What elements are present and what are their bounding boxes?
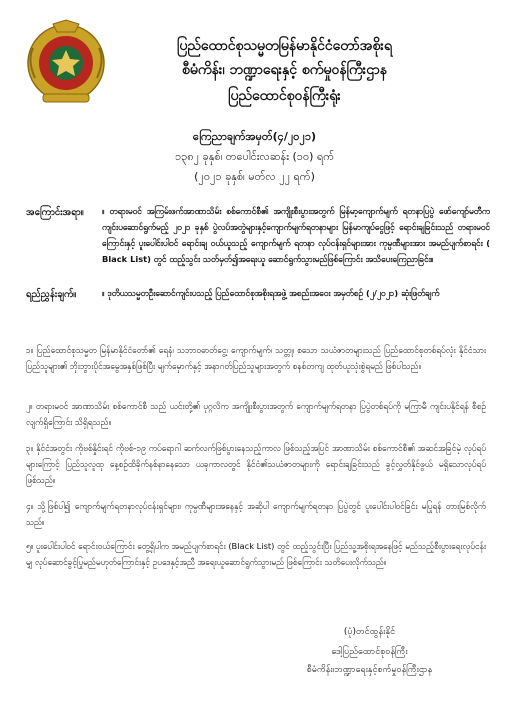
signature-ministry: စီမံကိန်း၊ဘဏ္ဍာရေးနှင့်စက်မှုဝန်ကြီးဌာန — [306, 665, 433, 675]
paragraph-2: ၂။ တရားမဝင် အာဏာသိမ်း စစ်ကောင်စီ သည် ယင်းတို့၏ ပုဂ္ဂလိက အကျိုးစီးပွားအတွက် ကျောက်မျက်ရတနာ ပြပွဲတစ်ရပ်ကို မကြာမီ ကျင်းပနိုင်ရန် စီစဉ်လျက်ရှိကြောင်း သိရှိရသည်။ — [26, 401, 486, 427]
subject-text: ။ တရားမဝင် အကြမ်းဖက်အာဏာသိမ်း စစ်ကောင်စီ၏ အကျိုးစီးပွားအတွက် မြန်မာ့ကျောက်မျက် ရတနာပြပွဲ ဖော်ကျော်မတီက ကျင်းပဆောင်ရွက်မည့် ၂၀၂၁ ခုနှစ် ပွဲလပ်အတွဲများနှင့်ကျောက်မျက်ရတနာများ မြန်မာကျပ်ငွေဖြင့် ရောင်းချခြင်းသည် တရားမဝင်ကြောင်းနှင့် ပူးပေါင်းပါဝင် ရောင်းချ ဝယ်ယူသည့် ကျောက်မျက် ရတနာ လုပ်ငန်းရှင်များအား ကုမ္ပဏီများအား အမည်ပျက်စာရင်း ( Black List) တွင် ထည့်သွင်း သတ်မှတ်၍အရေးယူ ဆောင်ရွက်သွားမည်ဖြစ်ကြောင်း အသိပေးကြေညာခြင်း။ — [102, 206, 490, 264]
signature-name: (ပုံ)တင်ထွန်းနိုင် — [343, 627, 396, 637]
notice-number: ကြေညာချက်အမှတ်(၄/၂၀၂၁) — [192, 130, 317, 143]
paragraph-4: ၄။ သို့ဖြစ်ပါ၍ ကျောက်မျက်ရတနာလုပ်ငန်းရှင်များ၊ ကုမ္ပဏီများအနေနှင့် အဆိုပါ ကျောက်မျက်ရတနာ ပြပွဲတွင် ပူးပေါင်းပါဝင်ခြင်း မပြုရန် တားမြစ်လိုက်သည်။ — [26, 501, 486, 527]
paragraph-1: ၁။ ပြည်ထောင်စုသမ္မတ မြန်မာနိုင်ငံတော်၏ ရေနံ၊ သဘာဝဓာတ်ငွေ့၊ ကျောက်မျက်၊ သတ္တု၊ စသော သယံဇာတများသည် ပြည်ထောင်စုတစ်ရပ်လုံး နိုင်ငံသားပြည်သူများ၏ ဘိုးဘွားပိုင်အမွေအနှစ်ဖြစ်ပြီး မျက်မှောက်နှင့် အနာဂတ်ပြည်သူများအတွက် စနစ်တကျ ထုတ်ယူသုံးစွဲရမည် ဖြစ်ပါသည်။ — [26, 345, 486, 371]
notice-date-myanmar: ၁၃၈၂ ခုနှစ်၊ တပေါင်းလဆန်း (၁၀) ရက် — [174, 150, 335, 163]
header-ministry: စီမံကိန်း၊ ဘဏ္ဍာရေးနှင့် စက်မှုဝန်ကြီးဌာန — [182, 62, 387, 78]
reference-text: ။ ဒုတိယသမ္မတဦးဆောင်ကျင်းပသည့် ပြည်ထောင်စုအစိုးရအဖွဲ့ အစည်းအဝေး အမှတ်စဉ် (၂/၂၀၂၁) ဆုံးဖြတ်ချက် — [102, 288, 440, 298]
paragraph-5: ၅။ ပူးပေါင်းပါဝင် ရောင်းဝယ်ကြောင်း တွေ့ရှိပါက အမည်ပျက်စာရင်း (Black List) တွင် ထည့်သွင်းပြီး ပြည်သူ့အစိုးရအနေဖြင့် မည်သည့်စီးပွားရေးလုပ်ငန်းမျှ လုပ်ဆောင်ခွင့်ပြုမည်မဟုတ်ကြောင်းနှင့် ဥပဒေနှင့်အညီ အရေးယူဆောင်ရွက်သွားမည် ဖြစ်ကြောင်း သတိပေးလိုက်သည်။ — [26, 541, 486, 567]
notice-date-gregorian: (၂၀၂၁ ခုနှစ်၊ မတ်လ ၂၂ ရက်) — [194, 170, 315, 183]
subject-label: အကြောင်းအရာ။ — [26, 207, 84, 218]
header-government: ပြည်ထောင်စုသမ္မတမြန်မာနိုင်ငံတော်အစိုးရ — [177, 38, 392, 54]
reference-label: ရည်ညွှန်းချက်။ — [26, 289, 77, 300]
paragraph-3: ၃။ နိုင်ငံအတွင်း ကိုဗစ်နှိုင်းရင် ကိုဗစ်-၁၉ ကပ်ရောဂါ ဆက်လက်ဖြစ်ပွားနေသည့်ကာလ ဖြစ်သည့်အပြင် အာဏာသိမ်း စစ်ကောင်စီ၏ အဆင်အခြင်မဲ့ လုပ်ရပ်များကြောင့် ပြည်သူလူထု နေ့စဉ်ထိခိုက်နစ်နာနေသော ယခုကာလတွင် နိုင်ငံ၏သယံဇာတများကို ရောင်းချခြင်းသည် ခွင့်လွှတ်နိုင်ဖွယ် မရှိသောလုပ်ရပ်ဖြစ်သည်။ — [26, 443, 486, 485]
signature-title: ဒေါ့ပြည်ထောင်စုဝန်ကြီး — [331, 647, 408, 657]
header-office: ပြည်ထောင်စုဝန်ကြီးရုံး — [228, 88, 341, 104]
